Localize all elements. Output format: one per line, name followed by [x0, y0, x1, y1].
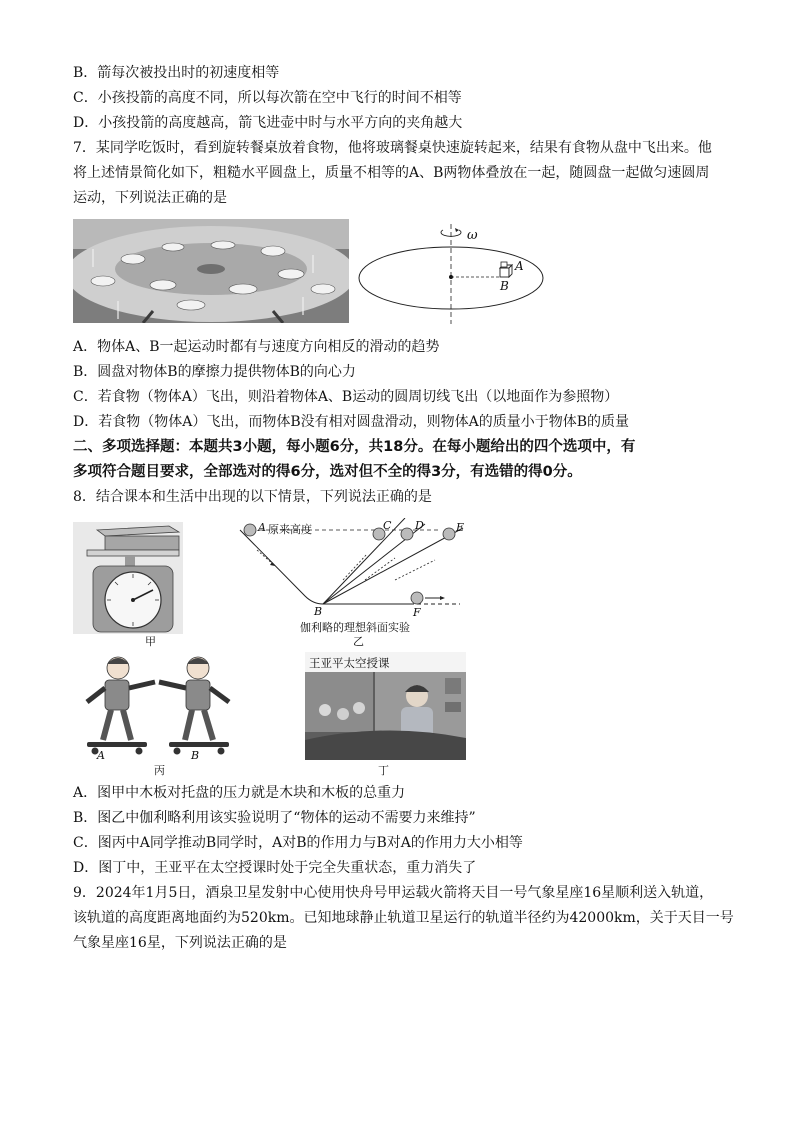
- q7-option-b: B．圆盘对物体B的摩擦力提供物体B的向心力: [73, 364, 356, 380]
- ramp-label-d: D: [415, 519, 424, 532]
- kid-label-a: A: [97, 749, 105, 762]
- fig-yi-caption: 乙: [353, 635, 364, 648]
- kid-label-b: B: [191, 749, 200, 762]
- q8-option-c: C．图丙中A同学推动B同学时，A对B的作用力与B对A的作用力大小相等: [73, 835, 523, 851]
- fig-jia-caption: 甲: [145, 635, 156, 648]
- q7-option-d: D．若食物（物体A）飞出，而物体B没有相对圆盘滑动，则物体A的质量小于物体B的质量: [73, 414, 630, 430]
- q6-option-b: B．箭每次被投出时的初速度相等: [73, 65, 280, 81]
- q6-option-c: C．小孩投箭的高度不同，所以每次箭在空中飞行的时间不相等: [73, 90, 462, 106]
- q7-option-a: A．物体A、B一起运动时都有与速度方向相反的滑动的趋势: [73, 339, 440, 355]
- q7-stem-line-3: 运动，下列说法正确的是: [73, 190, 227, 206]
- ramp-label-original-height: 原来高度: [268, 523, 312, 536]
- block-b-label: B: [500, 279, 509, 293]
- space-class-banner: 王亚平太空授课: [309, 656, 390, 670]
- q9-stem-line-1: 9．2024年1月5日，酒泉卫星发射中心使用快舟号甲运载火箭将天目一号气象星座16星顺利送入轨道，: [73, 885, 714, 901]
- q7-option-c: C．若食物（物体A）飞出，则沿着物体A、B运动的圆周切线飞出（以地面作为参照物）: [73, 389, 619, 405]
- fig-bing-caption: 丙: [154, 764, 165, 777]
- section-2-header-line-1: 二、多项选择题：本题共3小题，每小题6分，共18分。在每小题给出的四个选项中，有: [73, 439, 636, 455]
- ramp-label-b: B: [314, 605, 323, 618]
- q8-option-b: B．图乙中伽利略利用该实验说明了“物体的运动不需要力来维持”: [73, 810, 476, 826]
- q7-stem-line-1: 7．某同学吃饭时，看到旋转餐桌放着食物，他将玻璃餐桌快速旋转起来，结果有食物从盘中飞出来。他: [73, 140, 712, 156]
- ramp-label-e: E: [456, 521, 465, 534]
- section-2-header-line-2: 多项符合题目要求，全部选对的得6分，选对但不全的得3分，有选错的得0分。: [73, 464, 582, 480]
- rotating-disk-diagram: [353, 220, 553, 330]
- q6-option-d: D．小孩投箭的高度越高，箭飞进壶中时与水平方向的夹角越大: [73, 115, 463, 131]
- q7-stem-line-2: 将上述情景简化如下，粗糙水平圆盘上，质量不相等的A、B两物体叠放在一起，随圆盘一起做匀速圆周: [73, 165, 710, 181]
- q9-stem-line-2: 该轨道的高度距离地面约为520km。已知地球静止轨道卫星运行的轨道半径约为42000km，关于天目一号: [73, 910, 734, 926]
- omega-label: ω: [467, 228, 478, 243]
- q8-stem: 8．结合课本和生活中出现的以下情景，下列说法正确的是: [73, 489, 432, 505]
- q8-option-a: A．图甲中木板对托盘的压力就是木块和木板的总重力: [73, 785, 406, 801]
- q8-option-d: D．图丁中，王亚平在太空授课时处于完全失重状态，重力消失了: [73, 860, 477, 876]
- ramp-label-a: A: [258, 521, 266, 534]
- block-a-label: A: [515, 259, 524, 273]
- skateboard-push-figure: [73, 652, 243, 760]
- rotating-table-photo: [73, 219, 349, 323]
- fig-yi-title: 伽利略的理想斜面实验: [300, 621, 410, 634]
- q9-stem-line-3: 气象星座16星，下列说法正确的是: [73, 935, 287, 951]
- fig-ding-caption: 丁: [378, 764, 389, 777]
- ramp-label-c: C: [383, 519, 392, 532]
- ramp-label-f: F: [413, 606, 421, 619]
- scale-figure: [73, 522, 183, 634]
